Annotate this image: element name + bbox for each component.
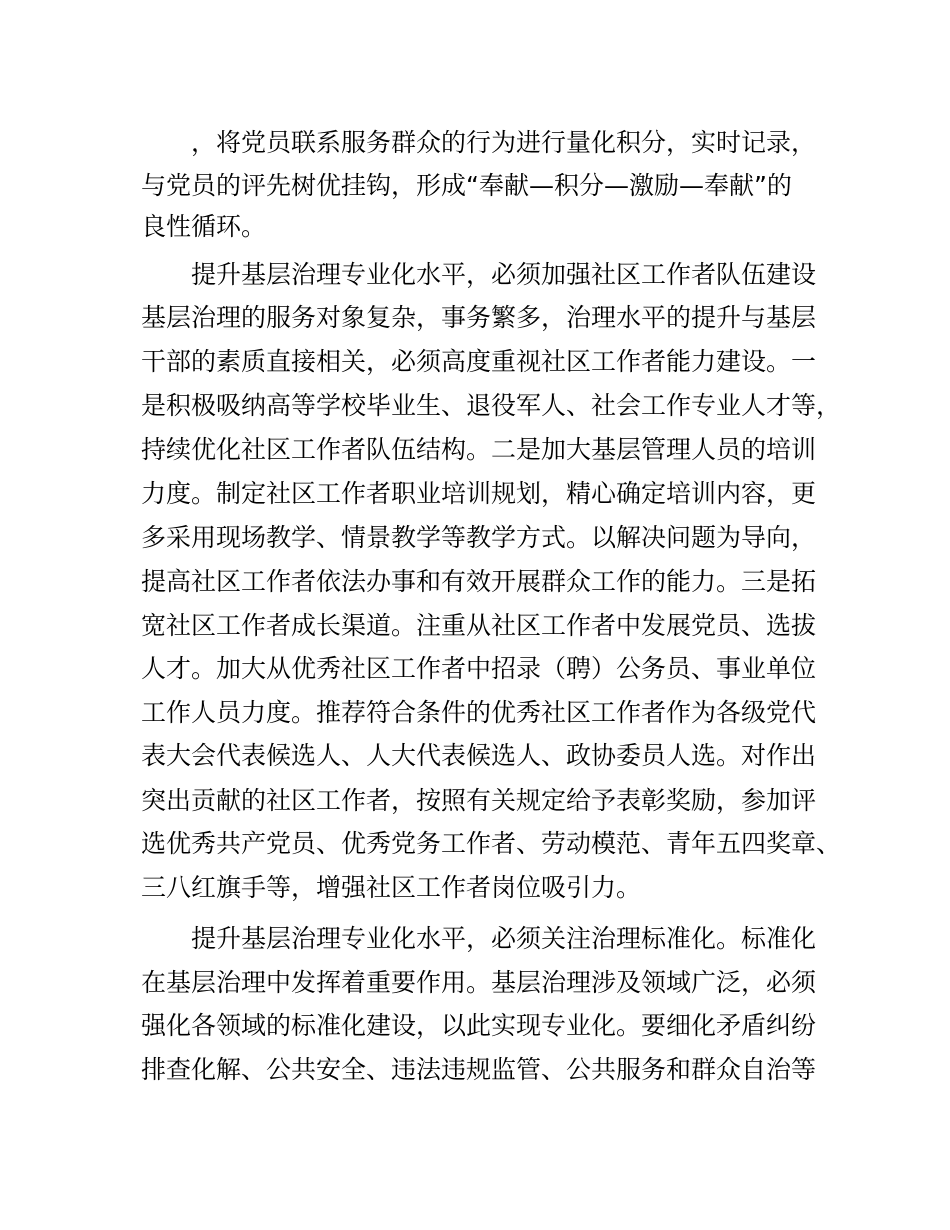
text-line: ，将党员联系服务群众的行为进行量化积分，实时记录，	[191, 128, 817, 157]
text-line: 持续优化社区工作者队伍结构。二是加大基层管理人员的培训	[141, 435, 817, 464]
text-line: 基层治理的服务对象复杂，事务繁多，治理水平的提升与基层	[141, 303, 817, 332]
text-line: 宽社区工作者成长渠道。注重从社区工作者中发展党员、选拔	[141, 611, 817, 640]
text-line: 干部的素质直接相关，必须高度重视社区工作者能力建设。一	[141, 347, 817, 376]
text-line: 强化各领域的标准化建设，以此实现专业化。要细化矛盾纠纷	[141, 1011, 817, 1040]
text-line: 良性循环。	[141, 212, 267, 241]
text-line: 突出贡献的社区工作者，按照有关规定给予表彰奖励，参加评	[141, 786, 817, 815]
text-line: 提高社区工作者依法办事和有效开展群众工作的能力。三是拓	[141, 567, 817, 596]
text-line: 与党员的评先树优挂钩，形成“奉献—积分—激励—奉献”的	[141, 171, 792, 200]
text-line: 三八红旗手等，增强社区工作者岗位吸引力。	[141, 873, 642, 902]
text-line: 在基层治理中发挥着重要作用。基层治理涉及领域广泛，必须	[141, 968, 817, 997]
text-line: 提升基层治理专业化水平，必须加强社区工作者队伍建设	[191, 260, 817, 289]
text-line: 排查化解、公共安全、违法违规监管、公共服务和群众自治等	[141, 1055, 817, 1084]
text-line: 提升基层治理专业化水平，必须关注治理标准化。标准化	[191, 924, 817, 953]
text-line: 人才。加大从优秀社区工作者中招录（聘）公务员、事业单位	[141, 654, 817, 683]
text-line: 是积极吸纳高等学校毕业生、退役军人、社会工作专业人才等，	[141, 391, 842, 420]
text-line: 选优秀共产党员、优秀党务工作者、劳动模范、青年五四奖章、	[141, 829, 842, 858]
text-line: 多采用现场教学、情景教学等教学方式。以解决问题为导向，	[141, 523, 817, 552]
text-line: 工作人员力度。推荐符合条件的优秀社区工作者作为各级党代	[141, 698, 817, 727]
text-line: 力度。制定社区工作者职业培训规划，精心确定培训内容，更	[141, 479, 817, 508]
text-line: 表大会代表候选人、人大代表候选人、政协委员人选。对作出	[141, 741, 817, 770]
